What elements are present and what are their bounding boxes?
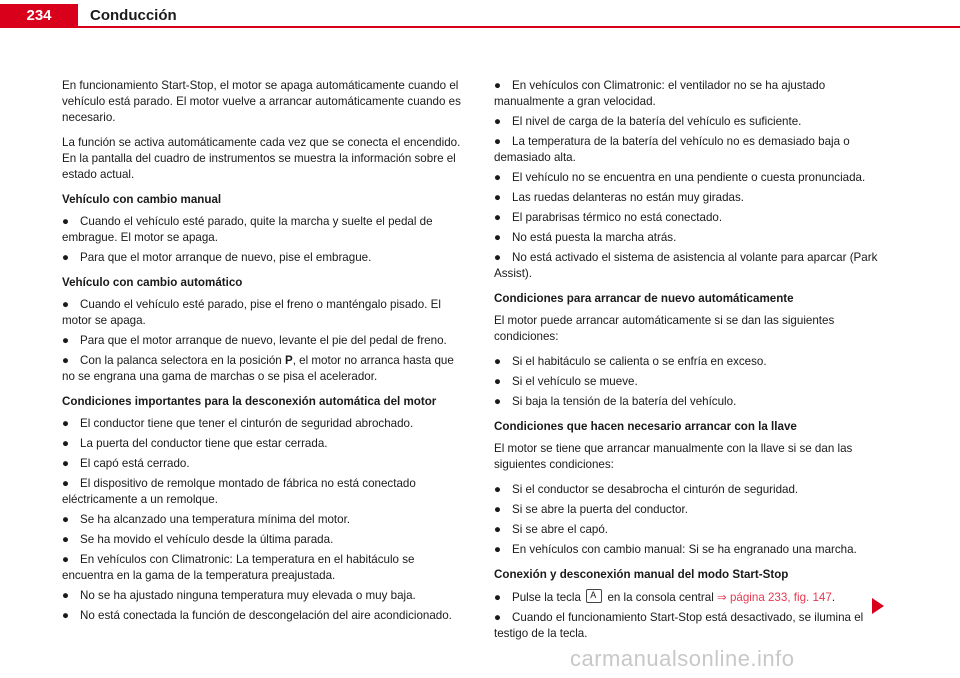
list-item: ● El parabrisas térmico no está conectado. [494,211,723,224]
bullet-icon: ● [494,171,502,184]
bullet-icon: ● [62,251,70,264]
bullet-icon: ● [62,477,70,490]
manual-gearbox-list [62,214,462,266]
list-item: ● En vehículos con Climatronic: La temperatura en el habitáculo se encuentra en la gama de la temperatura preajustada. [62,553,415,582]
manual-mode-heading: Conexión y desconexión manual del modo Start-Stop [494,568,789,581]
bullet-icon: ● [494,115,502,128]
list-item: ● El conductor tiene que tener el cinturón de seguridad abrochado. [62,417,414,430]
bullet-icon: ● [494,231,502,244]
list-item: ● Si el vehículo se mueve. [494,375,638,388]
bullet-icon: ● [62,298,70,311]
bullet-icon: ● [494,135,502,148]
bullet-icon: ● [62,334,70,347]
list-item: ● No se ha ajustado ninguna temperatura muy elevada o muy baja. [62,589,416,602]
restart-conditions-list [494,354,894,410]
restart-intro: El motor puede arrancar automáticamente si se dan las siguientes condiciones: [494,314,835,343]
bullet-icon: ● [494,191,502,204]
start-stop-key-icon [586,589,602,603]
automatic-gearbox-heading: Vehículo con cambio automático [62,276,243,289]
bullet-icon: ● [494,395,502,408]
page-header [0,0,960,32]
bullet-icon: ● [494,611,502,624]
list-item: ● Pulse la tecla A en la consola central ⇒ página 233, fig. 147. [494,589,894,606]
page-number: 234 [0,4,78,28]
key-start-heading: Condiciones que hacen necesario arrancar con la llave [494,420,797,433]
shutdown-conditions-heading: Condiciones importantes para la desconexión automática del motor [62,395,437,408]
watermark: carmanualsonline.info [570,646,795,671]
list-item: ● Cuando el funcionamiento Start-Stop está desactivado, se ilumina el testigo de la tecla. [494,611,864,640]
intro-paragraph-2: La función se activa automáticamente cada vez que se conecta el encendido. En la pantalla del cuadro de instrumentos se muestra la información sobre el estado actual. [62,136,461,181]
manual-mode-list [494,589,894,642]
list-item: ● Si se abre la puerta del conductor. [494,503,688,516]
list-item: ● Para que el motor arranque de nuevo, pise el embrague. [62,251,372,264]
page-reference-link[interactable]: ⇒ página 233, fig. 147 [717,591,832,604]
list-item: ● El dispositivo de remolque montado de fábrica no está conectado eléctricamente a un remolque. [62,477,416,506]
page-title: Conducción [90,7,177,24]
list-item: ● Las ruedas delanteras no están muy giradas. [494,191,745,204]
list-item: ● No está conectada la función de descongelación del aire acondicionado. [62,609,452,622]
bullet-icon: ● [62,417,70,430]
list-item: ● En vehículos con Climatronic: el ventilador no se ha ajustado manualmente a gran velocidad. [494,79,826,108]
list-item: ● Para que el motor arranque de nuevo, levante el pie del pedal de freno. [62,334,447,347]
list-item: ● Si el habitáculo se calienta o se enfría en exceso. [494,355,767,368]
list-item: ● Cuando el vehículo esté parado, quite la marcha y suelte el pedal de embrague. El motor se apaga. [62,215,433,244]
list-item: ● No está puesta la marcha atrás. [494,231,677,244]
bullet-icon: ● [62,457,70,470]
list-item: ● La temperatura de la batería del vehículo no es demasiado baja o demasiado alta. [494,135,850,164]
list-item: ● La puerta del conductor tiene que estar cerrada. [62,437,328,450]
list-item: ● El nivel de carga de la batería del vehículo es suficiente. [494,115,802,128]
list-item: ● Se ha alcanzado una temperatura mínima del motor. [62,513,351,526]
bullet-icon: ● [494,591,502,604]
list-item: ● En vehículos con cambio manual: Si se ha engranado una marcha. [494,543,857,556]
bullet-icon: ● [62,437,70,450]
intro-paragraph-1: En funcionamiento Start-Stop, el motor se apaga automáticamente cuando el vehículo está parado. El motor vuelve a arrancar automáticamente cuando es necesario. [62,79,461,124]
list-item: ● Se ha movido el vehículo desde la última parada. [62,533,334,546]
manual-gearbox-heading: Vehículo con cambio manual [62,193,222,206]
bullet-icon: ● [62,354,70,367]
bullet-icon: ● [494,355,502,368]
restart-conditions-heading: Condiciones para arrancar de nuevo automáticamente [494,292,794,305]
list-item: ● El capó está cerrado. [62,457,190,470]
left-column [62,78,462,633]
bullet-icon: ● [494,503,502,516]
bullet-icon: ● [62,589,70,602]
header-rule [78,26,960,28]
shutdown-conditions-list [62,416,462,624]
selector-position-p: P [284,354,293,367]
shutdown-conditions-continued [494,78,894,282]
bullet-icon: ● [494,251,502,264]
key-start-intro: El motor se tiene que arrancar manualmente con la llave si se dan las siguientes condiciones: [494,442,853,471]
bullet-icon: ● [62,215,70,228]
list-item: ● Si baja la tensión de la batería del vehículo. [494,395,737,408]
right-column [494,78,894,651]
bullet-icon: ● [494,211,502,224]
list-item: ● El vehículo no se encuentra en una pendiente o cuesta pronunciada. [494,171,866,184]
list-item: ● No está activado el sistema de asistencia al volante para aparcar (Park Assist). [494,251,878,280]
continue-arrow-icon [872,598,884,614]
list-item: ● Cuando el vehículo esté parado, pise el freno o manténgalo pisado. El motor se apaga. [62,298,441,327]
key-start-list [494,482,894,558]
list-item: ● Si se abre el capó. [494,523,609,536]
bullet-icon: ● [62,609,70,622]
list-item: ● Si el conductor se desabrocha el cinturón de seguridad. [494,483,799,496]
bullet-icon: ● [494,543,502,556]
bullet-icon: ● [494,523,502,536]
bullet-icon: ● [62,533,70,546]
list-item: ● Con la palanca selectora en la posición P, el motor no arranca hasta que no se engrana una gama de marchas o se pisa el acelerador. [62,354,454,383]
automatic-gearbox-list [62,297,462,385]
bullet-icon: ● [494,375,502,388]
bullet-icon: ● [494,79,502,92]
bullet-icon: ● [62,553,70,566]
bullet-icon: ● [494,483,502,496]
bullet-icon: ● [62,513,70,526]
